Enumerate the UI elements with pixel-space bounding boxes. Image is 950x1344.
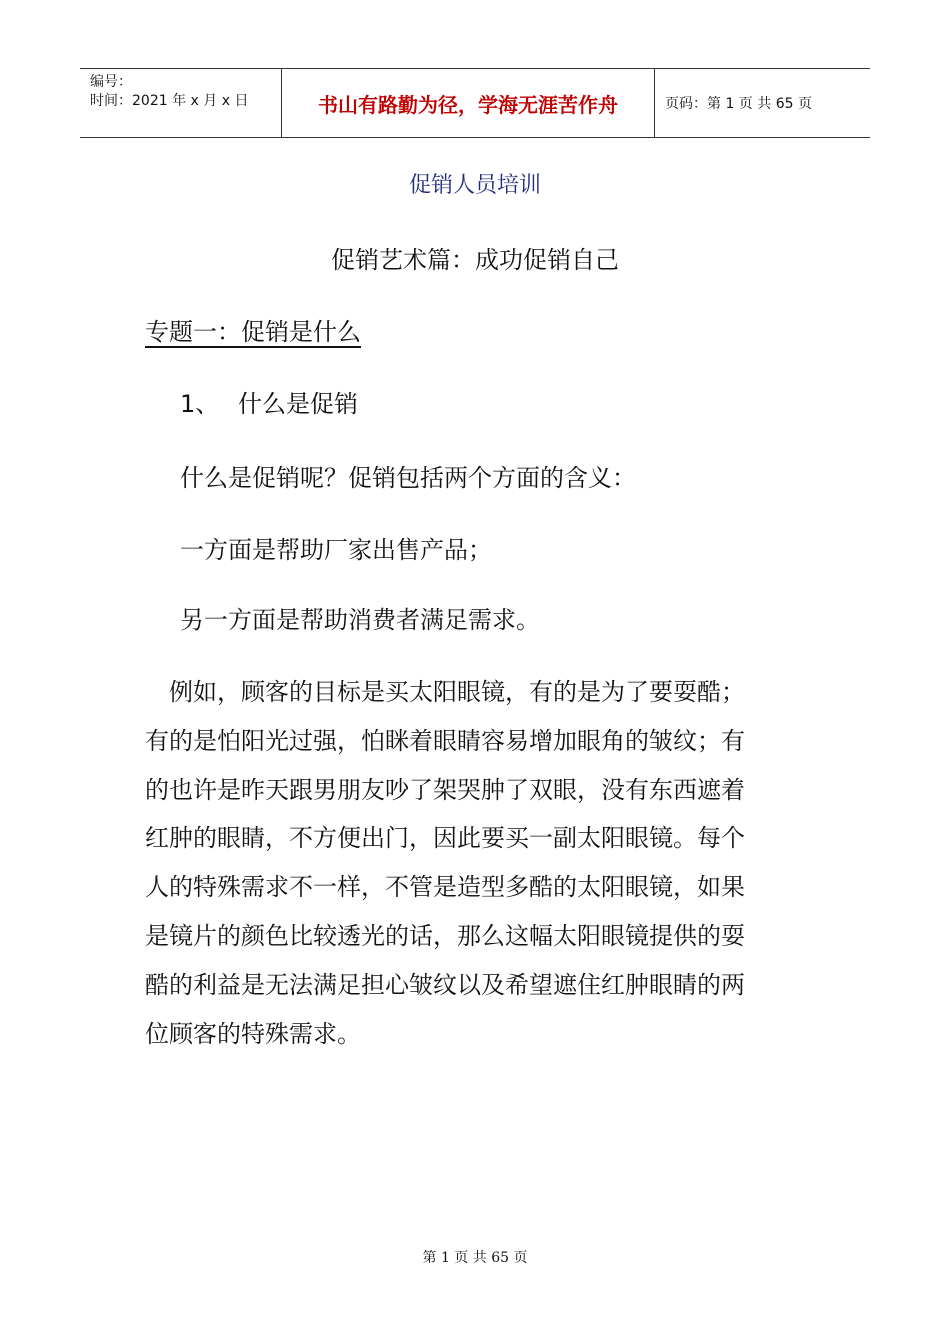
header-meta <box>80 69 281 137</box>
text-line: 位顾客的特殊需求。 <box>145 1019 361 1048</box>
header-page-info: 页码：第 1 页 共 65 页 <box>665 96 812 112</box>
text-line: 红肿的眼睛，不方便出门，因此要买一副太阳眼镜。每个 <box>145 824 745 853</box>
example-paragraph <box>145 668 785 1058</box>
text-line: 有的是怕阳光过强，怕眯着眼睛容易增加眼角的皱纹；有 <box>145 726 745 755</box>
paragraph: 另一方面是帮助消费者满足需求。 <box>180 606 540 634</box>
page-footer: 第 1 页 共 65 页 <box>422 1250 528 1266</box>
document-subtitle: 促销艺术篇：成功促销自己 <box>331 246 619 274</box>
text-line: 人的特殊需求不一样，不管是造型多酷的太阳眼镜，如果 <box>145 873 745 902</box>
text-line: 是镜片的颜色比较透光的话，那么这幅太阳眼镜提供的耍 <box>145 921 745 950</box>
text-line: 的也许是昨天跟男朋友吵了架哭肿了双眼，没有东西遮着 <box>145 775 745 804</box>
document-header <box>80 68 870 138</box>
header-motto: 书山有路勤为径，学海无涯苦作舟 <box>281 69 655 137</box>
document-title: 促销人员培训 <box>408 173 541 198</box>
number-label: 编号： <box>90 74 132 90</box>
section-heading <box>180 384 358 419</box>
time-label: 时间：2021 年 x 月 x 日 <box>90 93 249 109</box>
section-number: 1、 <box>180 390 220 418</box>
text-line: 例如，顾客的目标是买太阳眼镜，有的是为了要耍酷； <box>145 678 745 706</box>
section-title: 什么是促销 <box>238 390 358 418</box>
topic-heading: 专题一：促销是什么 <box>145 318 361 346</box>
paragraph: 什么是促销呢？促销包括两个方面的含义： <box>180 464 636 492</box>
paragraph: 一方面是帮助厂家出售产品； <box>180 536 492 564</box>
text-line: 酷的利益是无法满足担心皱纹以及希望遮住红肿眼睛的两 <box>145 970 745 999</box>
